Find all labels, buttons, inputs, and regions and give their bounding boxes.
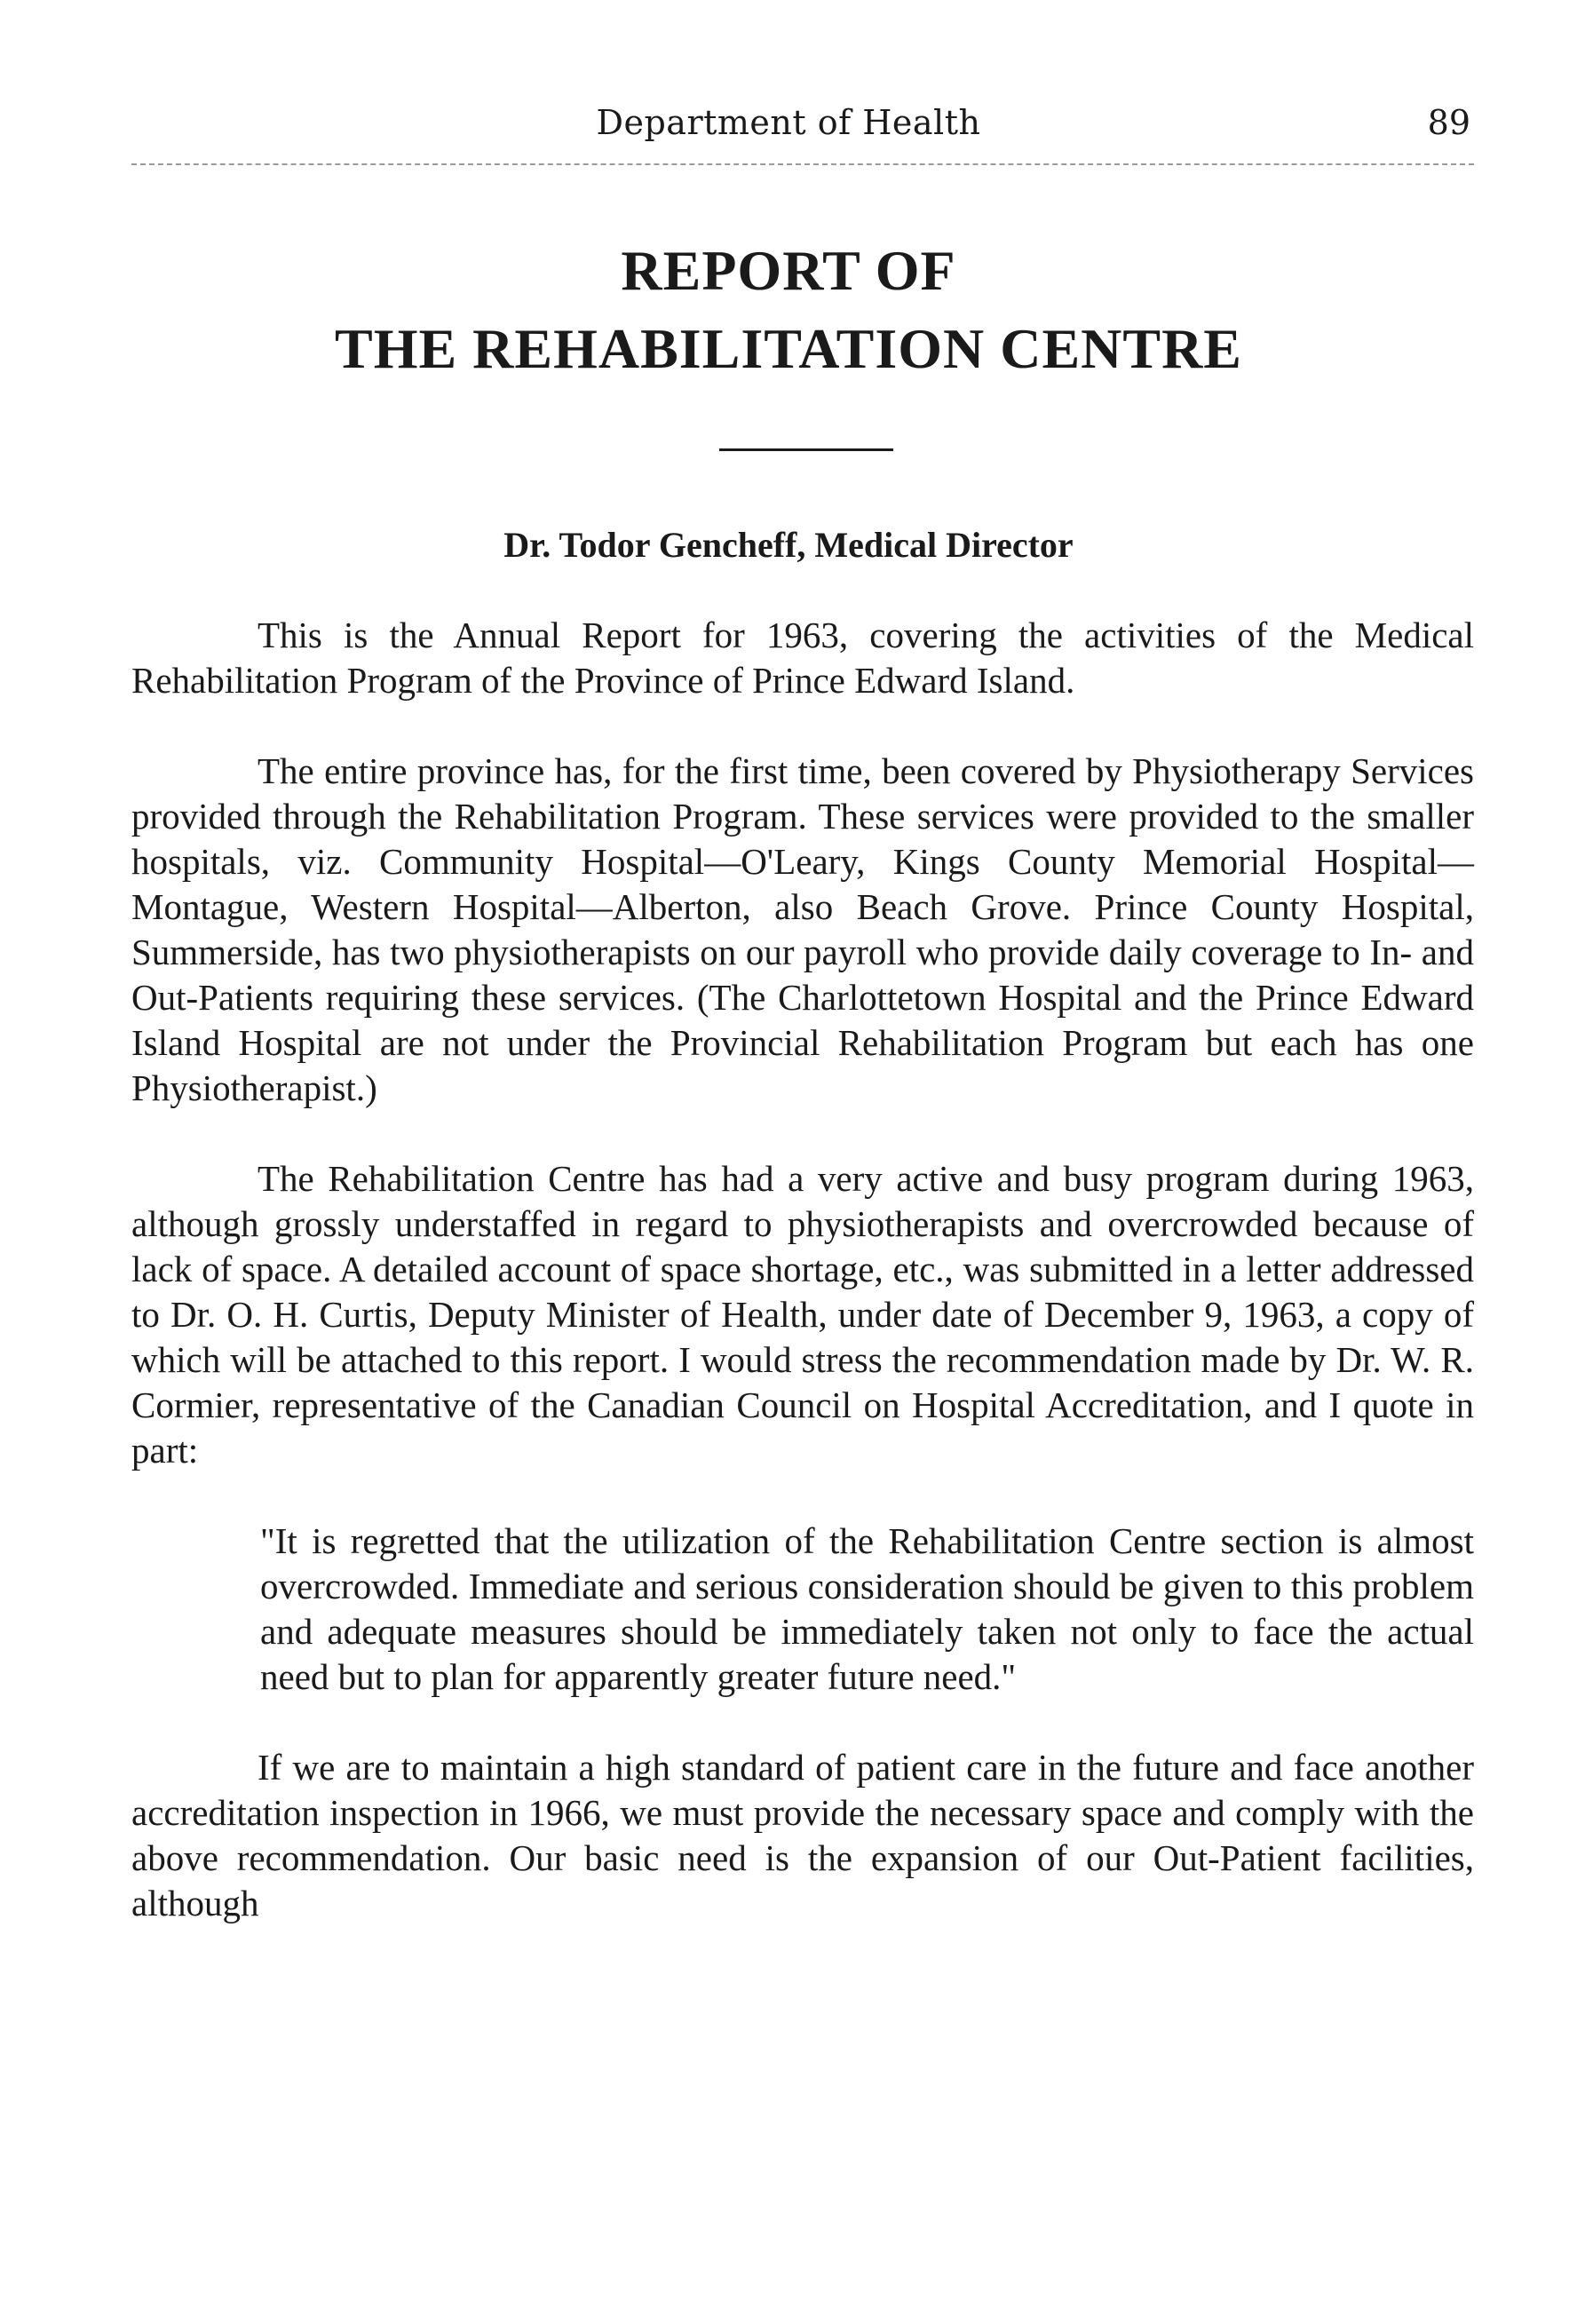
running-title: Department of Health (596, 103, 981, 142)
paragraph-intro: This is the Annual Report for 1963, covering the activities of the Medical Rehabilitation Program of the Province of Prince Edward Island. (131, 615, 1474, 701)
block-quote: "It is regretted that the utilization of the Rehabilitation Centre section is almost overcrowded. Immediate and serious consideration should be given to this problem and adequate measures should be immediately taken not only to face the actual need but to plan for apparently greater future need." (260, 1520, 1474, 1697)
report-title-line-1: REPORT OF (621, 239, 956, 302)
paragraph-closing: If we are to maintain a high standard of patient care in the future and face another accreditation inspection in 1966, we must provide the necessary space and comply with the above recommendation. Our basic need is the expansion of our Out-Patient facilities, although (131, 1747, 1474, 1923)
running-header (0, 103, 1577, 156)
paragraph-centre-activity: The Rehabilitation Centre has had a very active and busy program during 1963, although grossly understaffed in regard to physiotherapists and overcrowded because of lack of space. A detailed account of space shortage, etc., was submitted in a letter addressed to Dr. O. H. Curtis, Deputy Minister of Health, under date of December 9, 1963, a copy of which will be attached to this report. I would stress the recommendation made by Dr. W. R. Cormier, representative of the Canadian Council on Hospital Accreditation, and I quote in part: (131, 1158, 1474, 1471)
title-divider (719, 448, 893, 451)
author-byline: Dr. Todor Gencheff, Medical Director (503, 525, 1074, 565)
header-rule (131, 163, 1474, 165)
paragraph-physiotherapy-services: The entire province has, for the first time, been covered by Physiotherapy Services provided through the Rehabilitation Program. These services were provided to the smaller hospitals, viz. Community Hospital—O'Leary, Kings County Memorial Hospital—Montague, Western Hospital—Alberton, also Beach Grove. Prince County Hospital, Summerside, has two physiotherapists on our payroll who provide daily coverage to In- and Out-Patients requiring these services. (The Charlottetown Hospital and the Prince Edward Island Hospital are not under the Provincial Rehabilitation Program but each has one Physiotherapist.) (131, 750, 1474, 1108)
report-title-line-2: THE REHABILITATION CENTRE (335, 317, 1242, 380)
page-number: 89 (1427, 103, 1470, 142)
report-body (131, 613, 1474, 1971)
